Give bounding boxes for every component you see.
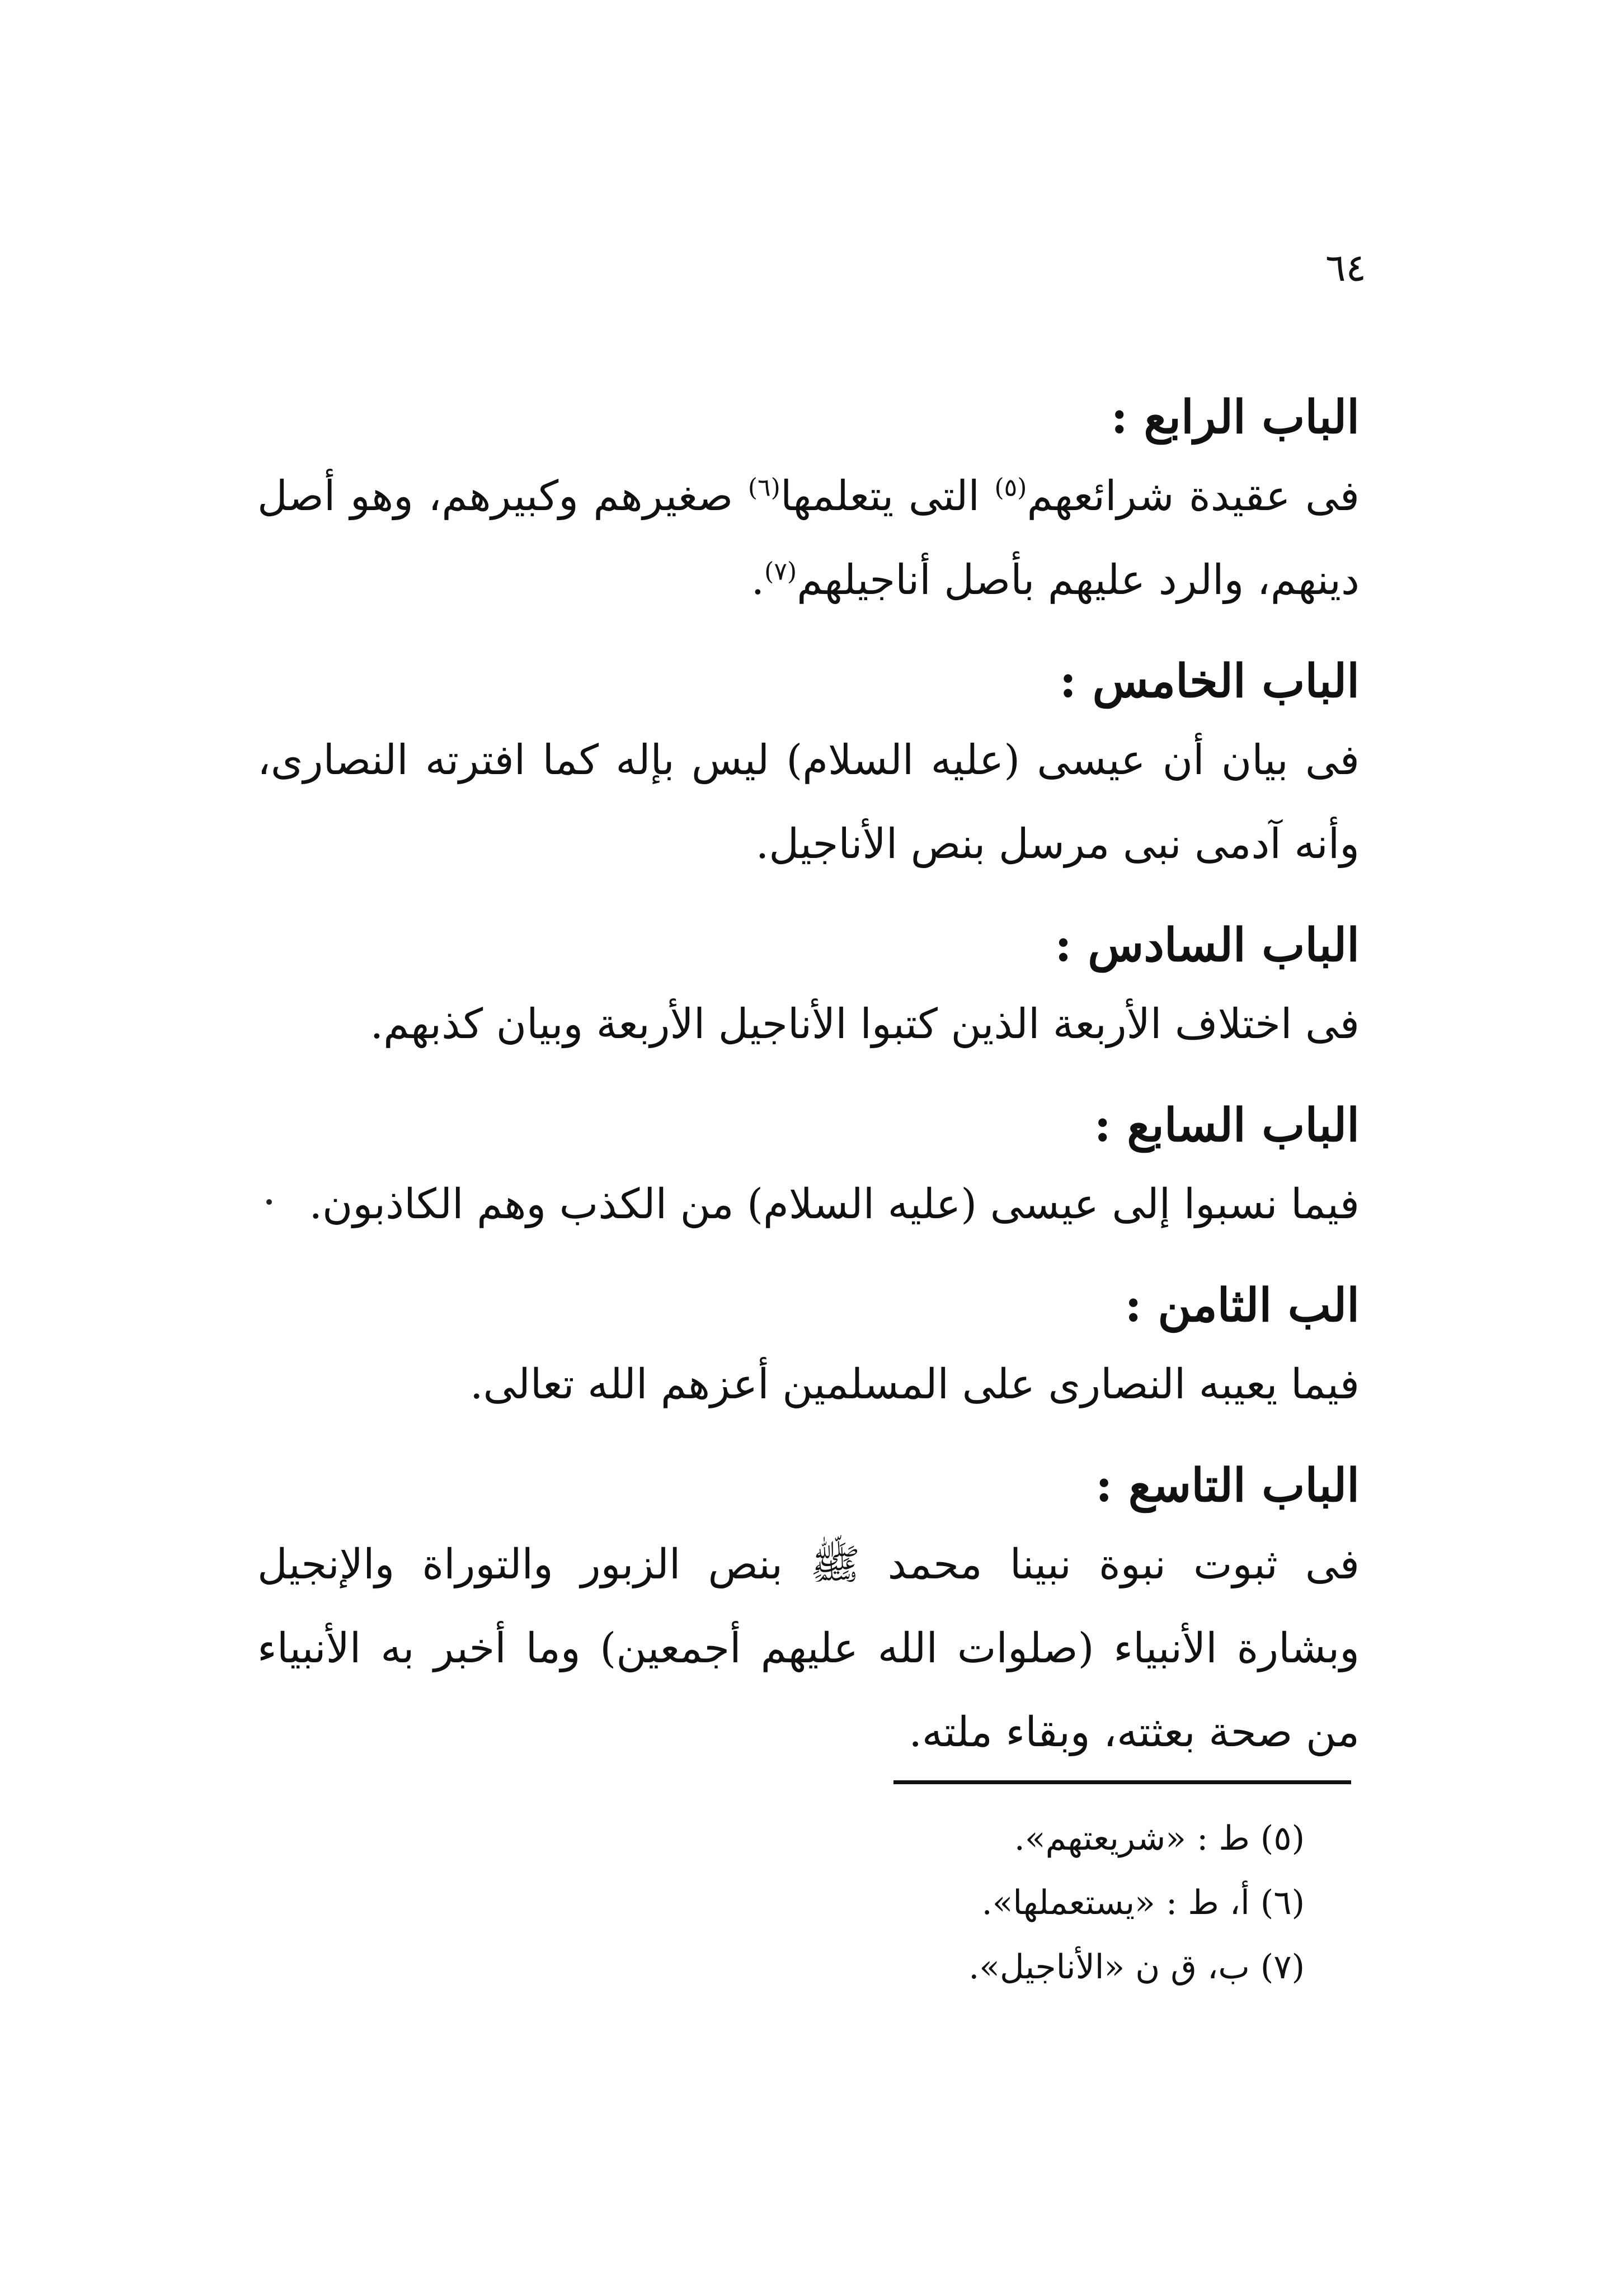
- chapter-5-text: فى بيان أن عيسى (عليه السلام) ليس بإله كما افترته النصارى، وأنه آدمى نبى مرسل بنص الأناجيل.: [257, 736, 1360, 868]
- spacer: [257, 1246, 1360, 1269]
- footnote-ref-7: (٧): [764, 557, 797, 586]
- footnote-separator: [893, 1780, 1351, 1784]
- chapter-5-title: الباب الخامس :: [1059, 654, 1360, 708]
- chapter-9-title: الباب التاسع :: [1095, 1459, 1360, 1512]
- chapter-6-text: فى اختلاف الأربعة الذين كتبوا الأناجيل الأربعة وبيان كذبهم.: [370, 1000, 1360, 1048]
- spacer: [257, 886, 1360, 908]
- footnote-6: (٦) أ، ط : «يستعملها».: [981, 1883, 1305, 1922]
- stray-mark: [266, 1199, 272, 1205]
- footnote-7: (٧) ب، ق ن «الأناجيل».: [968, 1948, 1305, 1987]
- chapter-4-text-part1: فى عقيدة شرائعهم: [1027, 472, 1360, 520]
- spacer: [257, 1066, 1360, 1088]
- chapter-5: [257, 644, 1360, 886]
- chapter-7-text: فيما نسبوا إلى عيسى (عليه السلام) من الكذب وهم الكاذبون.: [309, 1180, 1360, 1228]
- footnote-ref-5: (٥): [994, 473, 1027, 502]
- chapter-8-text: فيما يعيبه النصارى على المسلمين أعزهم الله تعالى.: [470, 1360, 1360, 1408]
- chapter-4-text-part3: صغيرهم وكبيرهم، وهو أصل دينهم، والرد عليهم بأصل أناجيلهم: [257, 472, 1360, 604]
- chapter-9: [257, 1449, 1360, 1774]
- chapter-list: [257, 380, 1360, 1774]
- chapter-4-text-part4: .: [751, 556, 765, 604]
- spacer: [257, 1426, 1360, 1449]
- spacer: [257, 622, 1360, 644]
- footnote-ref-6: (٦): [747, 473, 780, 502]
- chapter-8-title: الب الثامن :: [1125, 1279, 1360, 1332]
- footnotes: [633, 1807, 1305, 2000]
- chapter-9-text: فى ثبوت نبوة نبينا محمد ﷺ بنص الزبور والتوراة والإنجيل وبشارة الأنبياء (صلوات الله عليهم أجمعين) وما أخبر به الأنبياء من صحة بعثته، وبقاء ملته.: [257, 1540, 1360, 1756]
- chapter-4-text-part2: التى يتعلمها: [780, 472, 995, 520]
- chapter-7: [257, 1088, 1360, 1246]
- chapter-4: [257, 380, 1360, 622]
- page-number: ٦٤: [1325, 246, 1366, 290]
- chapter-4-title: الباب الرابع :: [1111, 390, 1360, 444]
- chapter-6: [257, 908, 1360, 1066]
- chapter-6-title: الباب السادس :: [1055, 918, 1360, 972]
- chapter-8: [257, 1269, 1360, 1426]
- footnote-5: (٥) ط : «شريعتهم».: [1014, 1819, 1305, 1858]
- chapter-7-title: الباب السابع :: [1094, 1099, 1360, 1152]
- chapter-4-text: [257, 454, 1360, 622]
